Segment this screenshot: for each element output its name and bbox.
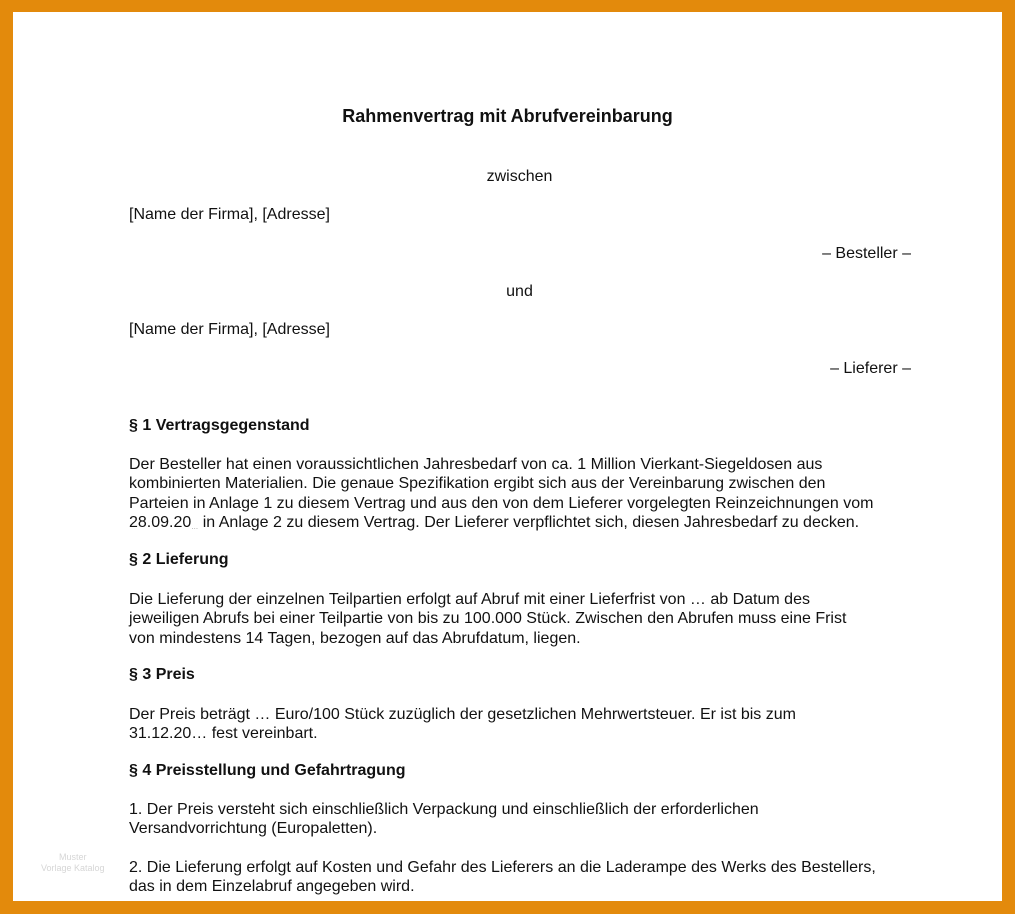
section-paragraph [129,705,919,744]
section-heading: § 2 Lieferung [129,551,229,568]
paragraph-line: 31.12.20… fest vereinbart. [129,725,318,743]
paragraph-line: kombinierten Materialien. Die genaue Spezifikation ergibt sich aus der Vereinbarung zwischen den [129,475,826,493]
paragraph-line: 2. Die Lieferung erfolgt auf Kosten und Gefahr des Lieferers an die Laderampe des Werks des Bestellers, [129,859,876,876]
date-text: 28.09.20 [129,513,192,531]
party1-name: [Name der Firma], [Adresse] [129,206,330,223]
section-heading: § 4 Preisstellung und Gefahrtragung [129,762,406,779]
section-paragraph [129,858,919,897]
paragraph-line: von mindestens 14 Tagen, bezogen auf das Abrufdatum, liegen. [129,629,581,647]
document-frame [13,12,1002,901]
watermark-line: Muster [59,852,87,862]
party2-name: [Name der Firma], [Adresse] [129,321,330,338]
section-heading: § 3 Preis [129,666,195,683]
date-placeholder: … [191,523,199,531]
section-paragraph [129,800,919,839]
between-label: zwischen [486,168,553,185]
line-rest: in Anlage 2 zu diesem Vertrag. Der Lieferer verpflichtet sich, diesen Jahresbedarf zu decken. [198,513,860,531]
watermark-line: Vorlage Katalog [41,863,105,873]
paragraph-line: Der Preis beträgt … Euro/100 Stück zuzüglich der gesetzlichen Mehrwertsteuer. Er ist bis zum [129,706,796,723]
and-label: und [506,283,533,300]
watermark [41,852,105,874]
document-title: Rahmenvertrag mit Abrufvereinbarung [342,106,673,126]
party2-role: – Lieferer – [830,360,911,377]
party1-role: – Besteller – [822,245,911,262]
paragraph-line: Die Lieferung der einzelnen Teilpartien erfolgt auf Abruf mit einer Lieferfrist von … ab Datum des [129,591,810,608]
paragraph-line: das in dem Einzelabruf angegeben wird. [129,878,415,896]
section-paragraph [129,455,919,537]
paragraph-line: 1. Der Preis versteht sich einschließlich Verpackung und einschließlich der erforderlichen [129,801,759,818]
document-page [13,12,1002,901]
paragraph-line: Versandvorrichtung (Europaletten). [129,820,378,838]
section-heading: § 1 Vertragsgegenstand [129,417,310,434]
paragraph-line: jeweiligen Abrufs bei einer Teilpartie von bis zu 100.000 Stück. Zwischen den Abrufen muss eine Frist [129,610,847,628]
paragraph-line: Der Besteller hat einen voraussichtlichen Jahresbedarf von ca. 1 Million Vierkant-Siegeldosen aus [129,456,823,473]
paragraph-line: Parteien in Anlage 1 zu diesem Vertrag und aus den von dem Lieferer vorgelegten Reinzeichnungen vom [129,494,874,512]
paragraph-line [129,513,919,537]
section-paragraph [129,590,919,648]
